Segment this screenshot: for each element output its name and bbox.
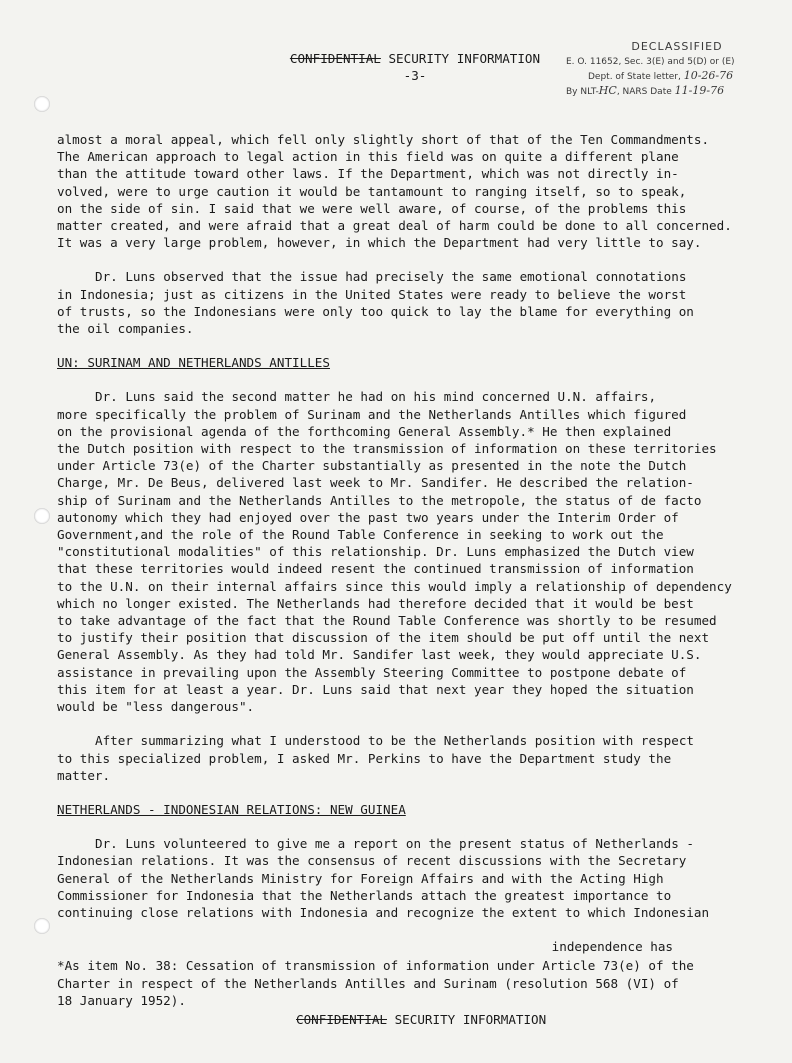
section-heading-un: UN: SURINAM AND NETHERLANDS ANTILLES (57, 355, 330, 371)
stamp-authority: E. O. 11652, Sec. 3(E) and 5(D) or (E) (566, 57, 735, 67)
stamp-by-label: By NLT- (566, 87, 599, 97)
stamp-letter-line (566, 69, 788, 84)
stamp-by-initials: HC (598, 84, 617, 97)
stamp-date-label: , NARS Date (616, 87, 672, 97)
classification-text: SECURITY INFORMATION (387, 1012, 547, 1027)
stamp-letter-date: 10-26-76 (683, 69, 734, 82)
struck-classification: CONFIDENTIAL (289, 51, 381, 66)
paragraph-moral-appeal: almost a moral appeal, which fell only slightly short of that of the Ten Commandments. The American approach to legal action in this field was on quite a different plane than the attitude toward other laws. If the Department, which was not directly in- volved, were to urge caution it would be tantamount to ranging itself, so to speak, on the side of sin. I said that we were well aware, of course, of the problems this matter created, and were afraid that a great deal of harm could be done to all concerned. It was a very large problem, however, in which the Department had very little to say. (57, 132, 732, 251)
stamp-by-line (566, 84, 788, 99)
struck-classification: CONFIDENTIAL (296, 1012, 387, 1027)
continuation-text: independence has (551, 939, 673, 955)
stamp-letter-label: Dept. of State letter, (588, 72, 681, 82)
paragraph-surinam-antilles: Dr. Luns said the second matter he had on his mind concerned U.N. affairs, more specifically the problem of Surinam and the Netherlands Antilles which figured on the provisional agenda of the forthcoming General Assembly.* He then explained the Dutch position with respect to the transmission of information on these territories under Article 73(e) of the Charter substantially as presented in the note the Dutch Charge, Mr. De Beus, delivered last week to Mr. Sandifer. He described the relation- ship of Surinam and the Netherlands Antilles to the metropole, the status of de facto autonomy which they had enjoyed over the past two years under the Interim Order of Government,and the role of the Round Table Conference in seeking to work out the "constitutional modalities" of this relationship. Dr. Luns emphasized the Dutch view that these territories would indeed resent the continued transmission of information to the U.N. on their internal affairs since this would imply a relationship of dependency which no longer existed. The Netherlands had therefore decided that it would be best to take advantage of the fact that the Round Table Conference was shortly to be resumed to justify their position that discussion of the item should be put off until the next General Assembly. As they had told Mr. Sandifer last week, they would appreciate U.S. assistance in prevailing upon the Assembly Steering Committee to postpone debate of this item for at least a year. Dr. Luns said that next year they hoped the situation would be "less dangerous". (57, 389, 732, 715)
paragraph-indonesia-emotions: Dr. Luns observed that the issue had precisely the same emotional connotations in Indonesia; just as citizens in the United States were ready to believe the worst of trusts, so the Indonesians were only too quick to lay the blame for everything on the oil companies. (57, 269, 694, 337)
section-heading-netherlands-indonesia: NETHERLANDS - INDONESIAN RELATIONS: NEW GUINEA (57, 801, 406, 817)
stamp-date-value: 11-19-76 (674, 84, 725, 97)
classification-header (280, 50, 550, 84)
punch-hole (34, 96, 50, 112)
punch-hole (34, 918, 50, 934)
classification-text: SECURITY INFORMATION (380, 51, 541, 66)
footnote: *As item No. 38: Cessation of transmission of information under Article 73(e) of the Charter in respect of the Netherlands Antilles and Surinam (resolution 568 (VI) of 18 January 1952). (57, 958, 694, 1008)
paragraph-summary: After summarizing what I understood to be the Netherlands position with respect to this specialized problem, I asked Mr. Perkins to have the Department study the matter. (57, 733, 694, 783)
paragraph-relations-report: Dr. Luns volunteered to give me a report on the present status of Netherlands - Indonesian relations. It was the consensus of recent discussions with the Secretary General of the Netherlands Ministry for Foreign Affairs and with the Acting High Commissioner for Indonesia that the Netherlands attach the greatest importance to continuing close relations with Indonesia and recognize the extent to which Indonesian (57, 836, 710, 920)
classification-line (280, 50, 550, 67)
classification-footer (296, 1012, 546, 1027)
memo-body (57, 131, 777, 1026)
punch-hole (34, 508, 50, 524)
stamp-title: DECLASSIFIED (631, 40, 723, 53)
page-number: -3- (403, 68, 427, 83)
declassified-stamp (566, 40, 788, 99)
